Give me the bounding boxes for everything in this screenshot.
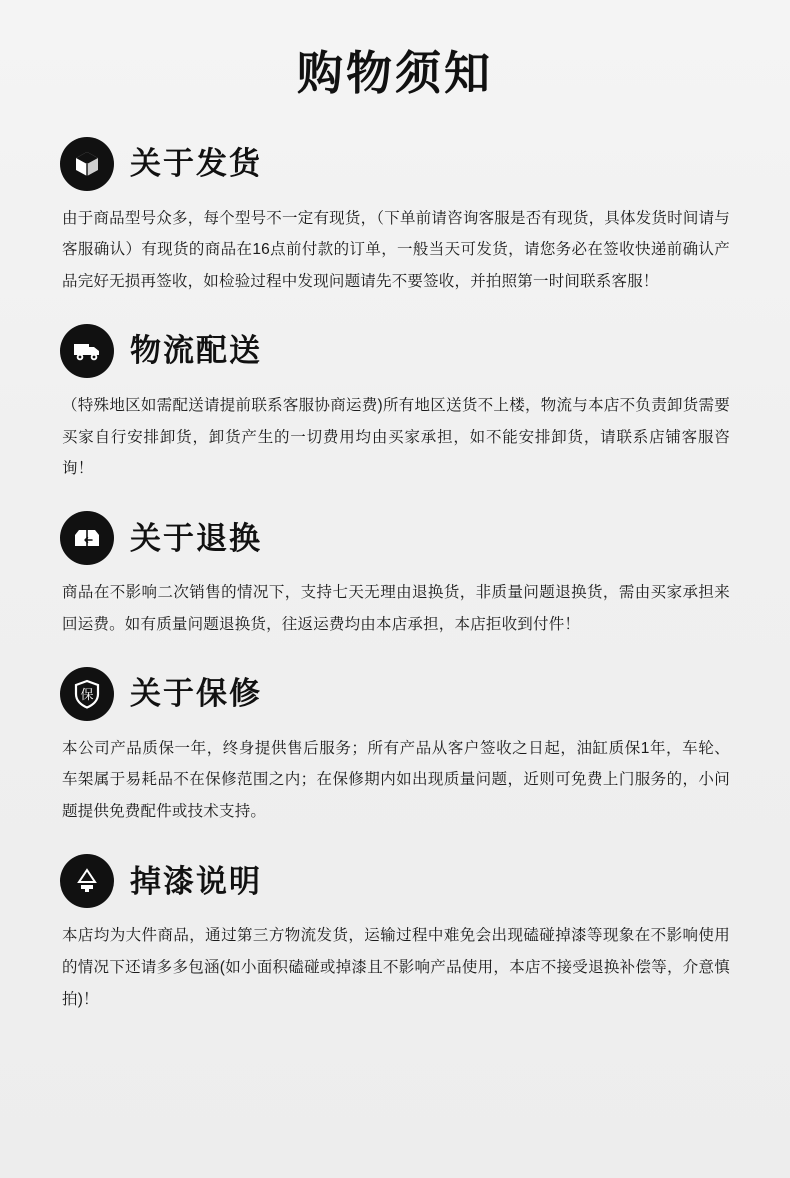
section-body: 本店均为大件商品，通过第三方物流发货，运输过程中难免会出现磕碰掉漆等现象在不影响使用的情况下还请多多包涵(如小面积磕碰或掉漆且不影响产品使用，本店不接受退换补偿等，介意慎拍)！ [62,927,730,1008]
section-shipping [60,137,730,298]
section-header [60,667,730,721]
section-logistics [60,324,730,485]
section-warranty [60,667,730,828]
section-body: 由于商品型号众多，每个型号不一定有现货，（下单前请咨询客服是否有现货，具体发货时间请与客服确认）有现货的商品在16点前付款的订单，一般当天可发货，请您务必在签收快递前确认产品完好无损再签收，如检验过程中发现问题请先不要签收，并拍照第一时间联系客服！ [62,209,730,291]
section-return [60,511,730,641]
return-box-icon [60,511,114,565]
section-header [60,137,730,191]
section-title: 关于发货 [130,146,262,182]
section-title: 关于退换 [130,520,262,556]
truck-icon [60,324,114,378]
section-title: 关于保修 [130,676,262,712]
section-paint [60,854,730,1015]
svg-text:保: 保 [80,686,94,702]
page-title: 购物须知 [297,47,493,99]
section-title: 物流配送 [130,333,262,369]
warranty-shield-icon [60,667,114,721]
section-body: 商品在不影响二次销售的情况下，支持七天无理由退换货，非质量问题退换货，需由买家承担来回运费。如有质量问题退换货，往返运费均由本店承担，本店拒收到付件！ [62,584,730,633]
section-header [60,854,730,908]
section-title: 掉漆说明 [130,863,262,899]
section-body: 本公司产品质保一年，终身提供售后服务；所有产品从客户签收之日起，油缸质保1年，车轮、车架属于易耗品不在保修范围之内；在保修期内如出现质量问题，近则可免费上门服务的，小问题提供免费配件或技术支持。 [62,739,730,821]
paint-brush-icon [60,854,114,908]
section-body: （特殊地区如需配送请提前联系客服协商运费)所有地区送货不上楼，物流与本店不负责卸货需要买家自行安排卸货，卸货产生的一切费用均由买家承担，如不能安排卸货，请联系店铺客服咨询！ [62,396,730,478]
section-header [60,324,730,378]
box-icon [60,137,114,191]
section-header [60,511,730,565]
